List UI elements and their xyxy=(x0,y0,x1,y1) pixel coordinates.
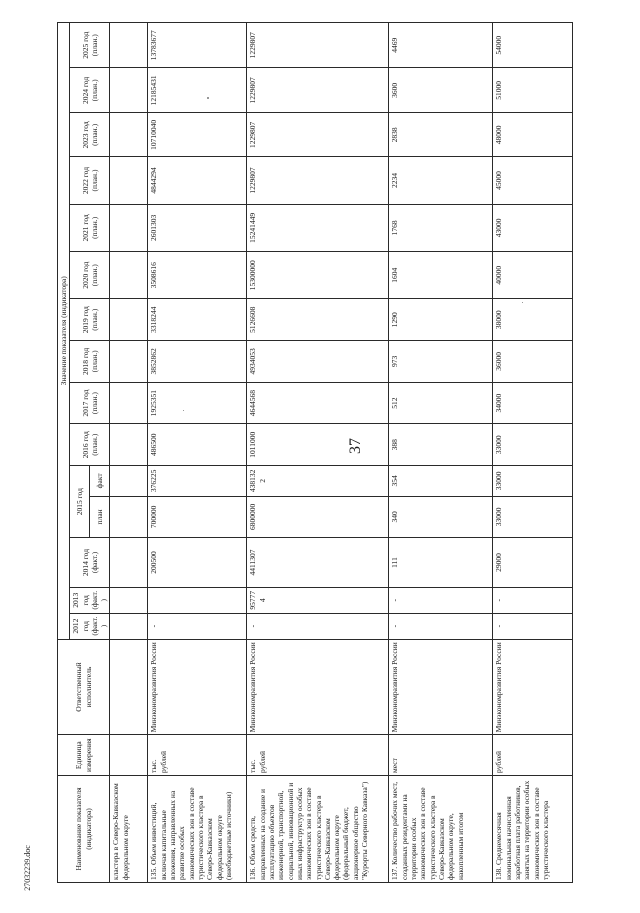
col-header-2015-fact: факт xyxy=(90,466,110,496)
continuation-text: кластера в Северо-Кавказском федеральном округе xyxy=(110,775,148,882)
value-2013: - xyxy=(389,587,493,613)
value-2015-fact: 33000 xyxy=(493,466,573,496)
value-2015-plan: 700000 xyxy=(148,496,247,538)
indicator-table-frame xyxy=(57,22,550,883)
indicator-name: Объем инвестиций, включая капитальные вложения, направленных на развитие особых экономических зон в составе туристического кластера в Северо-Кавказском федеральном округе (внебюджетные источники) xyxy=(149,787,233,880)
value-2014: 111 xyxy=(389,538,493,588)
value-2015-fact: 4381322 xyxy=(247,466,389,496)
value-2017: 512 xyxy=(389,382,493,424)
value-2025: 13783677 xyxy=(148,23,247,68)
value-2024: 51000 xyxy=(493,68,573,113)
header-row-1 xyxy=(58,23,70,883)
value-2023: 2838 xyxy=(389,113,493,157)
col-header-2022: 2022 год (план.) xyxy=(70,157,110,204)
col-header-values-group: Значение показателя (индикатора) xyxy=(58,23,70,640)
value-2018: 3852862 xyxy=(148,341,247,383)
value-2024: 3600 xyxy=(389,68,493,113)
col-header-name: Наименование показателя (индикатора) xyxy=(58,775,110,882)
col-header-2015-plan: план xyxy=(90,496,110,538)
indicator-name-cell xyxy=(148,775,247,882)
value-2020: 15300000 xyxy=(247,252,389,299)
row-number: 137. xyxy=(390,866,400,880)
value-2021: 43000 xyxy=(493,204,573,251)
col-header-2020: 2020 год (план.) xyxy=(70,252,110,299)
unit-cell: рублей xyxy=(493,735,573,776)
value-2019: 1290 xyxy=(389,299,493,341)
col-header-2023: 2023 год (план.) xyxy=(70,113,110,157)
table-row xyxy=(247,23,389,883)
executor-cell: Минэкономразвития России xyxy=(247,639,389,735)
value-2018: 4934053 xyxy=(247,341,389,383)
value-2012: - xyxy=(148,613,247,639)
col-header-unit: Единица измерения xyxy=(58,735,110,776)
value-2016: 486500 xyxy=(148,424,247,466)
col-header-2016: 2016 год (план.) xyxy=(70,424,110,466)
indicator-name: Среднемесячная номинальная начисленная заработная плата работников, занятых на территории особых экономических зон в составе туристического кластера xyxy=(494,780,550,880)
document-footer: 27032239.doc xyxy=(23,845,32,891)
value-2020: 40000 xyxy=(493,252,573,299)
unit-cell: тыс. рублей xyxy=(247,735,389,776)
row-number: 136. xyxy=(248,866,258,880)
value-2021: 15241449 xyxy=(247,204,389,251)
table-row xyxy=(389,23,493,883)
value-2018: 973 xyxy=(389,341,493,383)
value-2021: 1768 xyxy=(389,204,493,251)
indicator-name-cell xyxy=(247,775,389,882)
value-2013: 957774 xyxy=(247,587,389,613)
executor-cell: Минэкономразвития России xyxy=(389,639,493,735)
col-header-2015: 2015 год xyxy=(70,466,90,538)
col-header-2025: 2025 год (план.) xyxy=(70,23,110,68)
col-header-2024: 2024 год (план.) xyxy=(70,68,110,113)
value-2023: 1229807 xyxy=(247,113,389,157)
col-header-executor: Ответственный исполнитель xyxy=(58,639,110,735)
value-2013 xyxy=(148,587,247,613)
row-number: 135. xyxy=(149,866,159,880)
page-number: 37 xyxy=(347,438,364,454)
value-2025: 54000 xyxy=(493,23,573,68)
executor-cell: Минэкономразвития России xyxy=(148,639,247,735)
value-2016: 33000 xyxy=(493,424,573,466)
value-2013: - xyxy=(493,587,573,613)
value-2020: 3508616 xyxy=(148,252,247,299)
col-header-2014: 2014 год (факт.) xyxy=(70,538,110,588)
value-2014: 200500 xyxy=(148,538,247,588)
value-2017: 1925351 xyxy=(148,382,247,424)
value-2022: 1229807 xyxy=(247,157,389,204)
indicator-name: Объем средств, направленных на создание и эксплуатацию объектов инженерной, транспортной, социальной, инновационной и иных инфраструктур особых экономических зон в составе туристического кластера в Северо-Кавказском федеральном округе (федеральный бюджет, акционерное общество "Курорты Северного Кавказа") xyxy=(248,781,370,880)
value-2023: 48000 xyxy=(493,113,573,157)
continuation-row xyxy=(110,23,148,883)
value-2023: 10710040 xyxy=(148,113,247,157)
table-row xyxy=(148,23,247,883)
value-2021: 2601303 xyxy=(148,204,247,251)
value-2024: 12185431 xyxy=(148,68,247,113)
indicator-table-rotated xyxy=(57,22,550,883)
value-2024: 1229807 xyxy=(247,68,389,113)
value-2025: 4469 xyxy=(389,23,493,68)
value-2022: 4844294 xyxy=(148,157,247,204)
row-number: 138. xyxy=(494,866,504,880)
value-2025: 1229807 xyxy=(247,23,389,68)
value-2018: 36000 xyxy=(493,341,573,383)
indicator-name: Количество рабочих мест, созданных резидентами на территории особых экономических зон в составе туристического кластера в Северо-Кавказском федеральном округе, накопленным итогом xyxy=(390,781,465,880)
col-header-2013: 2013 год (факт.) xyxy=(70,587,110,613)
value-2017: 34000 xyxy=(493,382,573,424)
value-2012: - xyxy=(493,613,573,639)
value-2016: 388 xyxy=(389,424,493,466)
value-2017: 4644568 xyxy=(247,382,389,424)
col-header-2021: 2021 год (план.) xyxy=(70,204,110,251)
value-2012: - xyxy=(247,613,389,639)
executor-cell: Минэкономразвития России xyxy=(493,639,573,735)
indicator-name-cell xyxy=(493,775,573,882)
value-2015-fact: 354 xyxy=(389,466,493,496)
value-2019: 3318244 xyxy=(148,299,247,341)
value-2019: 5126608 xyxy=(247,299,389,341)
value-2016: 1011000 xyxy=(247,424,389,466)
unit-cell: мест xyxy=(389,735,493,776)
value-2019: 38000 xyxy=(493,299,573,341)
value-2012: - xyxy=(389,613,493,639)
value-2015-plan: 340 xyxy=(389,496,493,538)
table-row xyxy=(493,23,573,883)
value-2015-plan: 33000 xyxy=(493,496,573,538)
col-header-2017: 2017 год (план.) xyxy=(70,382,110,424)
value-2014: 4411307 xyxy=(247,538,389,588)
value-2022: 2234 xyxy=(389,157,493,204)
value-2020: 1604 xyxy=(389,252,493,299)
unit-cell: тыс. рублей xyxy=(148,735,247,776)
col-header-2018: 2018 год (план.) xyxy=(70,341,110,383)
value-2014: 29000 xyxy=(493,538,573,588)
value-2022: 45000 xyxy=(493,157,573,204)
col-header-2012: 2012 год (факт.) xyxy=(70,613,110,639)
indicator-table xyxy=(57,22,573,883)
indicator-name-cell xyxy=(389,775,493,882)
col-header-2019: 2019 год (план.) xyxy=(70,299,110,341)
value-2015-fact: 376225 xyxy=(148,466,247,496)
value-2015-plan: 6800000 xyxy=(247,496,389,538)
